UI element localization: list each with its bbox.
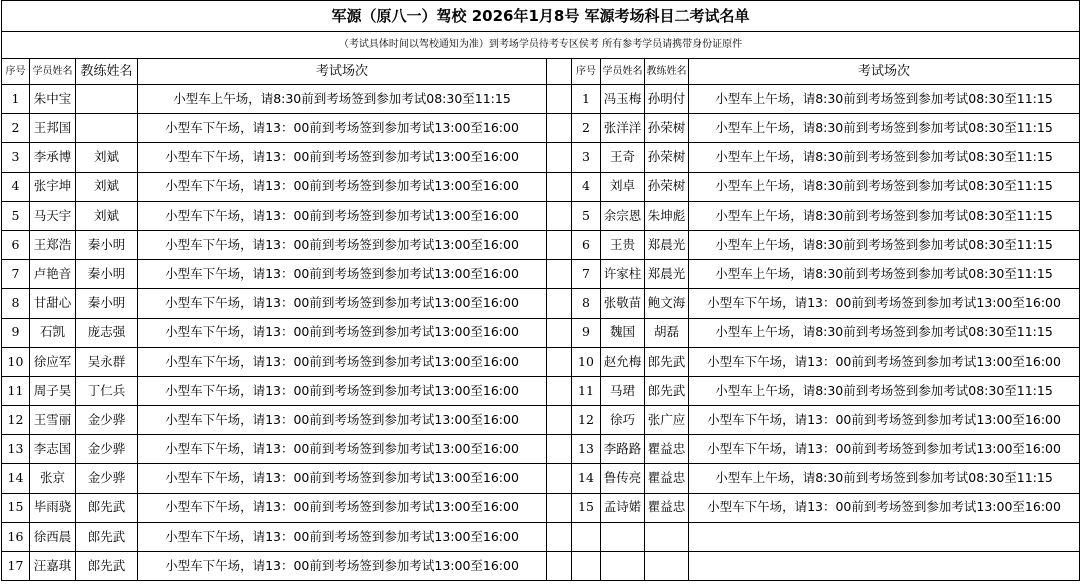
right-no-cell: 6 xyxy=(572,230,601,259)
left-session-cell: 小型车下午场，请13：00前到考场签到参加考试13:00至16:00 xyxy=(138,201,547,230)
column-gap xyxy=(547,493,572,522)
right-student-cell: 余宗恩 xyxy=(601,201,645,230)
right-header-session: 考试场次 xyxy=(689,59,1080,85)
right-student-cell: 李路路 xyxy=(601,435,645,464)
right-coach-cell: 郑晨光 xyxy=(645,260,689,289)
right-student-cell: 冯玉梅 xyxy=(601,85,645,114)
left-student-cell: 王郑浩 xyxy=(30,230,76,259)
right-session-cell: 小型车下午场，请13：00前到考场签到参加考试13:00至16:00 xyxy=(689,435,1080,464)
left-session-cell: 小型车下午场，请13：00前到考场签到参加考试13:00至16:00 xyxy=(138,435,547,464)
right-student-cell: 魏国 xyxy=(601,318,645,347)
column-gap xyxy=(547,318,572,347)
left-coach-cell: 秦小明 xyxy=(76,230,138,259)
left-session-cell: 小型车下午场，请13：00前到考场签到参加考试13:00至16:00 xyxy=(138,318,547,347)
table-row xyxy=(2,522,1080,551)
left-session-cell: 小型车下午场，请13：00前到考场签到参加考试13:00至16:00 xyxy=(138,552,547,581)
left-coach-cell: 郎先武 xyxy=(76,522,138,551)
right-empty-cell xyxy=(689,522,1080,551)
right-empty-cell xyxy=(601,552,645,581)
right-header-no: 序号 xyxy=(572,59,601,85)
table-row xyxy=(2,347,1080,376)
left-student-cell: 毕雨骁 xyxy=(30,493,76,522)
left-header-session: 考试场次 xyxy=(138,59,547,85)
left-coach-cell xyxy=(76,85,138,114)
right-no-cell: 2 xyxy=(572,114,601,143)
left-coach-cell: 金少骅 xyxy=(76,406,138,435)
right-empty-cell xyxy=(645,522,689,551)
right-student-cell: 张敬苗 xyxy=(601,289,645,318)
column-gap xyxy=(547,522,572,551)
right-empty-cell xyxy=(601,522,645,551)
table-row xyxy=(2,85,1080,114)
right-coach-cell: 瞿益忠 xyxy=(645,435,689,464)
right-session-cell: 小型车上午场，请8:30前到考场签到参加考试08:30至11:15 xyxy=(689,143,1080,172)
left-session-cell: 小型车下午场，请13：00前到考场签到参加考试13:00至16:00 xyxy=(138,522,547,551)
left-session-cell: 小型车下午场，请13：00前到考场签到参加考试13:00至16:00 xyxy=(138,376,547,405)
left-no-cell: 14 xyxy=(2,464,30,493)
left-student-cell: 朱中宝 xyxy=(30,85,76,114)
right-no-cell: 1 xyxy=(572,85,601,114)
left-no-cell: 11 xyxy=(2,376,30,405)
left-student-cell: 马天宇 xyxy=(30,201,76,230)
column-gap xyxy=(547,552,572,581)
right-session-cell: 小型车上午场，请8:30前到考场签到参加考试08:30至11:15 xyxy=(689,376,1080,405)
left-no-cell: 17 xyxy=(2,552,30,581)
right-no-cell: 10 xyxy=(572,347,601,376)
left-coach-cell: 丁仁兵 xyxy=(76,376,138,405)
left-coach-cell: 秦小明 xyxy=(76,260,138,289)
right-student-cell: 马珺 xyxy=(601,376,645,405)
left-no-cell: 8 xyxy=(2,289,30,318)
table-row xyxy=(2,435,1080,464)
left-student-cell: 周子昊 xyxy=(30,376,76,405)
right-session-cell: 小型车上午场，请8:30前到考场签到参加考试08:30至11:15 xyxy=(689,230,1080,259)
right-student-cell: 王贵 xyxy=(601,230,645,259)
right-student-cell: 王奇 xyxy=(601,143,645,172)
table-row xyxy=(2,376,1080,405)
left-session-cell: 小型车下午场，请13：00前到考场签到参加考试13:00至16:00 xyxy=(138,464,547,493)
column-gap xyxy=(547,172,572,201)
right-student-cell: 赵允梅 xyxy=(601,347,645,376)
left-session-cell: 小型车上午场，请8:30前到考场签到参加考试08:30至11:15 xyxy=(138,85,547,114)
left-coach-cell: 金少骅 xyxy=(76,435,138,464)
column-gap xyxy=(547,230,572,259)
left-student-cell: 李承博 xyxy=(30,143,76,172)
left-student-cell: 李志国 xyxy=(30,435,76,464)
left-student-cell: 张京 xyxy=(30,464,76,493)
right-student-cell: 张洋洋 xyxy=(601,114,645,143)
left-student-cell: 石凯 xyxy=(30,318,76,347)
sheet-note: （考试具体时间以驾校通知为准）到考场学员待考专区侯考 所有参考学员请携带身份证原件 xyxy=(2,32,1080,59)
left-session-cell: 小型车下午场，请13：00前到考场签到参加考试13:00至16:00 xyxy=(138,260,547,289)
left-session-cell: 小型车下午场，请13：00前到考场签到参加考试13:00至16:00 xyxy=(138,493,547,522)
left-no-cell: 13 xyxy=(2,435,30,464)
right-coach-cell: 胡磊 xyxy=(645,318,689,347)
left-coach-cell: 刘斌 xyxy=(76,172,138,201)
column-gap xyxy=(547,143,572,172)
left-student-cell: 张宇坤 xyxy=(30,172,76,201)
left-no-cell: 15 xyxy=(2,493,30,522)
left-session-cell: 小型车下午场，请13：00前到考场签到参加考试13:00至16:00 xyxy=(138,143,547,172)
left-session-cell: 小型车下午场，请13：00前到考场签到参加考试13:00至16:00 xyxy=(138,172,547,201)
left-no-cell: 1 xyxy=(2,85,30,114)
right-no-cell: 3 xyxy=(572,143,601,172)
left-header-no: 序号 xyxy=(2,59,30,85)
left-no-cell: 3 xyxy=(2,143,30,172)
left-student-cell: 徐应军 xyxy=(30,347,76,376)
left-student-cell: 卢艳音 xyxy=(30,260,76,289)
left-session-cell: 小型车下午场，请13：00前到考场签到参加考试13:00至16:00 xyxy=(138,114,547,143)
right-coach-cell: 孙荣树 xyxy=(645,172,689,201)
left-coach-cell: 庞志强 xyxy=(76,318,138,347)
right-coach-cell: 郎先武 xyxy=(645,376,689,405)
left-coach-cell: 刘斌 xyxy=(76,143,138,172)
right-coach-cell: 孙荣树 xyxy=(645,143,689,172)
table-row xyxy=(2,493,1080,522)
right-no-cell: 8 xyxy=(572,289,601,318)
column-gap xyxy=(547,59,572,85)
right-no-cell: 14 xyxy=(572,464,601,493)
left-coach-cell: 吴永群 xyxy=(76,347,138,376)
table-row xyxy=(2,406,1080,435)
left-session-cell: 小型车下午场，请13：00前到考场签到参加考试13:00至16:00 xyxy=(138,406,547,435)
column-gap xyxy=(547,201,572,230)
right-coach-cell: 张广应 xyxy=(645,406,689,435)
table-row xyxy=(2,552,1080,581)
right-empty-cell xyxy=(572,552,601,581)
right-empty-cell xyxy=(572,522,601,551)
right-coach-cell: 鲍文海 xyxy=(645,289,689,318)
left-coach-cell xyxy=(76,114,138,143)
right-session-cell: 小型车下午场，请13：00前到考场签到参加考试13:00至16:00 xyxy=(689,347,1080,376)
right-session-cell: 小型车上午场，请8:30前到考场签到参加考试08:30至11:15 xyxy=(689,85,1080,114)
left-no-cell: 5 xyxy=(2,201,30,230)
table-row xyxy=(2,464,1080,493)
right-student-cell: 鲁传亮 xyxy=(601,464,645,493)
right-session-cell: 小型车下午场，请13：00前到考场签到参加考试13:00至16:00 xyxy=(689,406,1080,435)
column-gap xyxy=(547,347,572,376)
left-coach-cell: 刘斌 xyxy=(76,201,138,230)
column-gap xyxy=(547,435,572,464)
right-student-cell: 孟诗婼 xyxy=(601,493,645,522)
left-no-cell: 10 xyxy=(2,347,30,376)
right-empty-cell xyxy=(689,552,1080,581)
right-no-cell: 5 xyxy=(572,201,601,230)
right-session-cell: 小型车上午场，请8:30前到考场签到参加考试08:30至11:15 xyxy=(689,172,1080,201)
left-no-cell: 6 xyxy=(2,230,30,259)
right-coach-cell: 瞿益忠 xyxy=(645,493,689,522)
left-no-cell: 2 xyxy=(2,114,30,143)
column-gap xyxy=(547,85,572,114)
table-row xyxy=(2,230,1080,259)
right-no-cell: 9 xyxy=(572,318,601,347)
right-coach-cell: 朱坤彪 xyxy=(645,201,689,230)
table-row xyxy=(2,289,1080,318)
right-session-cell: 小型车上午场，请8:30前到考场签到参加考试08:30至11:15 xyxy=(689,201,1080,230)
left-session-cell: 小型车下午场，请13：00前到考场签到参加考试13:00至16:00 xyxy=(138,289,547,318)
right-coach-cell: 孙荣树 xyxy=(645,114,689,143)
right-student-cell: 徐巧 xyxy=(601,406,645,435)
right-no-cell: 15 xyxy=(572,493,601,522)
left-student-cell: 徐西晨 xyxy=(30,522,76,551)
left-student-cell: 甘甜心 xyxy=(30,289,76,318)
left-no-cell: 12 xyxy=(2,406,30,435)
right-session-cell: 小型车上午场，请8:30前到考场签到参加考试08:30至11:15 xyxy=(689,260,1080,289)
right-no-cell: 4 xyxy=(572,172,601,201)
right-header-student: 学员姓名 xyxy=(601,59,645,85)
right-no-cell: 13 xyxy=(572,435,601,464)
right-session-cell: 小型车上午场，请8:30前到考场签到参加考试08:30至11:15 xyxy=(689,114,1080,143)
table-row xyxy=(2,143,1080,172)
right-coach-cell: 郎先武 xyxy=(645,347,689,376)
left-coach-cell: 秦小明 xyxy=(76,289,138,318)
left-session-cell: 小型车下午场，请13：00前到考场签到参加考试13:00至16:00 xyxy=(138,347,547,376)
left-coach-cell: 郎先武 xyxy=(76,493,138,522)
left-no-cell: 4 xyxy=(2,172,30,201)
left-student-cell: 王邦国 xyxy=(30,114,76,143)
left-no-cell: 7 xyxy=(2,260,30,289)
exam-roster-table xyxy=(1,0,1080,581)
left-header-coach: 教练姓名 xyxy=(76,59,138,85)
right-coach-cell: 孙明付 xyxy=(645,85,689,114)
table-row xyxy=(2,201,1080,230)
right-no-cell: 12 xyxy=(572,406,601,435)
right-session-cell: 小型车下午场，请13：00前到考场签到参加考试13:00至16:00 xyxy=(689,493,1080,522)
right-no-cell: 7 xyxy=(572,260,601,289)
right-student-cell: 许家柱 xyxy=(601,260,645,289)
right-no-cell: 11 xyxy=(572,376,601,405)
right-empty-cell xyxy=(645,552,689,581)
right-header-coach: 教练姓名 xyxy=(645,59,689,85)
left-coach-cell: 金少骅 xyxy=(76,464,138,493)
left-session-cell: 小型车下午场，请13：00前到考场签到参加考试13:00至16:00 xyxy=(138,230,547,259)
column-gap xyxy=(547,406,572,435)
right-session-cell: 小型车上午场，请8:30前到考场签到参加考试08:30至11:15 xyxy=(689,464,1080,493)
column-gap xyxy=(547,260,572,289)
column-gap xyxy=(547,289,572,318)
table-row xyxy=(2,318,1080,347)
table-row xyxy=(2,172,1080,201)
table-row xyxy=(2,114,1080,143)
right-student-cell: 刘卓 xyxy=(601,172,645,201)
right-session-cell: 小型车上午场，请8:30前到考场签到参加考试08:30至11:15 xyxy=(689,318,1080,347)
sheet-title: 军源（原八一）驾校 2026年1月8号 军源考场科目二考试名单 xyxy=(2,1,1080,32)
left-student-cell: 汪嘉琪 xyxy=(30,552,76,581)
left-no-cell: 16 xyxy=(2,522,30,551)
left-coach-cell: 郎先武 xyxy=(76,552,138,581)
header-row xyxy=(2,59,1080,85)
left-student-cell: 王雪丽 xyxy=(30,406,76,435)
column-gap xyxy=(547,376,572,405)
column-gap xyxy=(547,114,572,143)
right-coach-cell: 瞿益忠 xyxy=(645,464,689,493)
column-gap xyxy=(547,464,572,493)
right-coach-cell: 郑晨光 xyxy=(645,230,689,259)
right-session-cell: 小型车下午场，请13：00前到考场签到参加考试13:00至16:00 xyxy=(689,289,1080,318)
table-row xyxy=(2,260,1080,289)
left-no-cell: 9 xyxy=(2,318,30,347)
left-header-student: 学员姓名 xyxy=(30,59,76,85)
